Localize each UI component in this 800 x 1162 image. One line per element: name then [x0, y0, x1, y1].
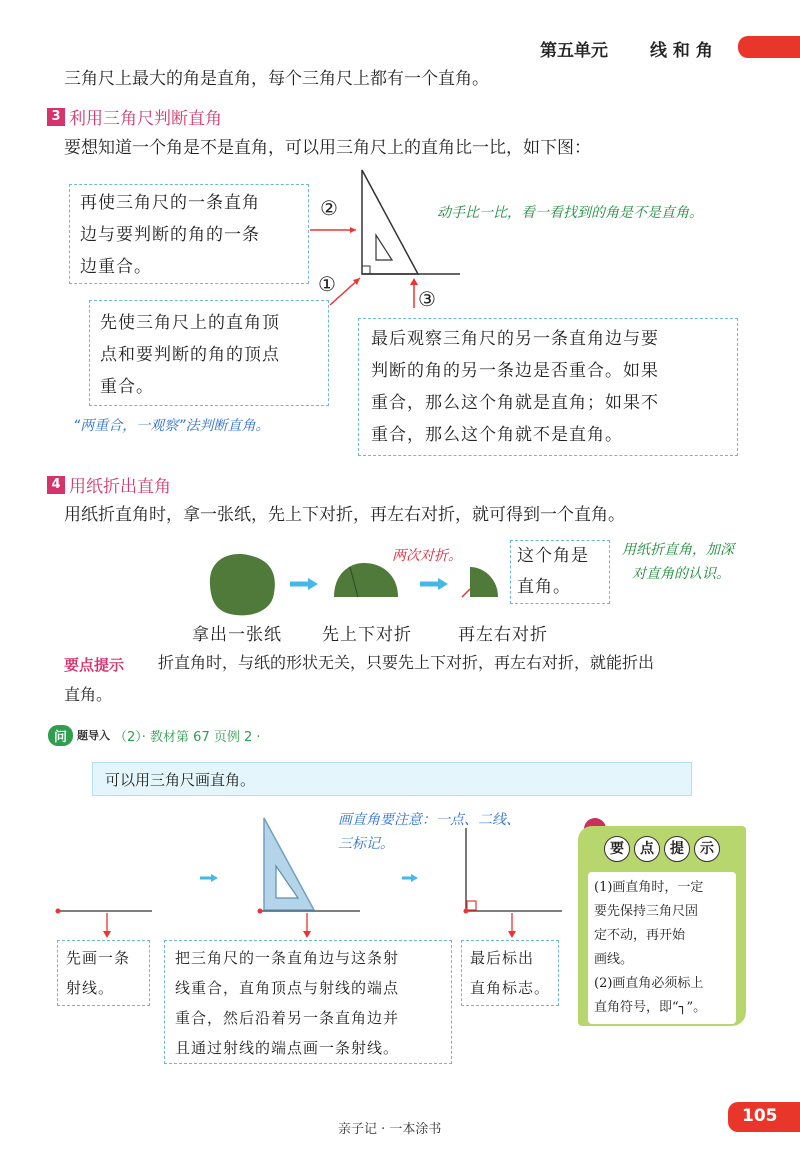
draw-step2-box — [164, 940, 452, 1064]
step1-line: 重合。 — [100, 377, 154, 397]
tips-card — [578, 826, 746, 1026]
tips-card-body — [588, 872, 736, 1024]
section3-number: 3 — [47, 108, 65, 126]
tip-label: 要点提示 — [64, 656, 125, 674]
step3-box — [358, 318, 738, 456]
section4-title: 用纸折出直角 — [69, 477, 171, 497]
step3-line: 最后观察三角尺的另一条直角边与要 — [371, 329, 659, 349]
section3-heading — [47, 104, 222, 129]
draw-step2-line: 线重合，直角顶点与射线的端点 — [175, 979, 400, 997]
draw-step1-box — [57, 940, 150, 1006]
draw-banner: 可以用三角尺画直角。 — [92, 762, 692, 796]
step2-line: 边与要判断的角的一条 — [80, 225, 260, 245]
right-angle-box-line: 直角。 — [517, 577, 571, 597]
tips-title-char: 提 — [664, 836, 690, 862]
marker-1: ① — [318, 272, 336, 296]
hand-note-line: 画直角要注意：一点、二线、 — [338, 812, 520, 828]
step3-line: 重合，那么这个角就是直角；如果不 — [371, 393, 659, 413]
draw-step3-box — [461, 940, 559, 1006]
tips-line: (2)画直角必须标上 — [594, 976, 704, 991]
step3-line: 判断的角的另一条边是否重合。如果 — [371, 361, 659, 381]
caption-take-paper: 拿出一张纸 — [192, 625, 282, 645]
unit-label: 第五单元 — [540, 41, 608, 61]
hand-note-line: 对直角的认识。 — [632, 566, 730, 582]
draw-step2-line: 重合，然后沿着另一条直角边并 — [175, 1009, 400, 1027]
lead-in-row — [48, 724, 261, 746]
section4-number: 4 — [47, 476, 65, 494]
tips-line: 要先保持三角尺固 — [594, 904, 699, 919]
tips-line: 画线。 — [594, 952, 634, 967]
tips-line: 直角符号，即“┐”。 — [594, 1000, 707, 1015]
draw-step3-line: 直角标志。 — [470, 979, 551, 997]
step1-line: 点和要判断的角的顶点 — [100, 345, 280, 365]
footer-brand: 亲子记 · 一本涂书 — [338, 1122, 442, 1137]
marker-2: ② — [320, 196, 338, 220]
draw-step2-line: 把三角尺的一条直角边与这条射 — [175, 949, 400, 967]
lead-text: （2）· 教材第 67 页例 2 · — [114, 729, 261, 745]
right-angle-box — [510, 540, 610, 604]
hand-note-line: 三标记。 — [338, 836, 394, 852]
hand-note-deepen — [622, 538, 734, 586]
tips-title-char: 示 — [694, 836, 720, 862]
draw-step1-line: 射线。 — [66, 979, 115, 997]
intro-line: 三角尺上最大的角是直角，每个三角尺上都有一个直角。 — [64, 69, 489, 89]
step1-box — [89, 300, 329, 406]
draw-step2-line: 且通过射线的端点画一条射线。 — [175, 1039, 400, 1057]
tips-line: (1)画直角时，一定 — [594, 880, 704, 895]
lead-label: 题导入 — [77, 729, 111, 742]
section3-desc: 要想知道一个角是不是直角，可以用三角尺上的直角比一比，如下图： — [64, 138, 591, 158]
hand-note-compare: 动手比一比，看一看找到的角是不是直角。 — [437, 205, 703, 221]
paper-fold-diagram — [200, 545, 510, 620]
page-number: 105 — [728, 1102, 800, 1132]
tips-title-char: 点 — [634, 836, 660, 862]
header-brush-stroke — [738, 36, 800, 58]
right-angle-box-line: 这个角是 — [517, 546, 589, 566]
draw-step1-line: 先画一条 — [66, 949, 131, 967]
draw-steps-diagram — [50, 810, 570, 940]
tips-card-title — [588, 836, 736, 862]
step2-line: 边重合。 — [80, 257, 152, 277]
step3-line: 重合，那么这个角就不是直角。 — [371, 425, 623, 445]
section4-desc: 用纸折直角时，拿一张纸，先上下对折，再左右对折，就可得到一个直角。 — [64, 505, 625, 525]
unit-title: 线 和 角 — [650, 41, 713, 61]
caption-fold-horizontal: 再左右对折 — [458, 625, 548, 645]
step2-line: 再使三角尺的一条直角 — [80, 193, 260, 213]
caption-fold-vertical: 先上下对折 — [322, 625, 412, 645]
section4-heading — [47, 472, 171, 497]
triangle-ruler-diagram — [300, 160, 480, 310]
tip-line-1: 折直角时，与纸的形状无关，只要先上下对折，再左右对折，就能折出 — [158, 653, 655, 672]
hand-note-fold: 两次对折。 — [392, 548, 462, 564]
step2-box — [69, 184, 309, 284]
question-icon: 问 — [48, 725, 73, 746]
marker-3: ③ — [418, 287, 436, 311]
tips-title-char: 要 — [604, 836, 630, 862]
header-bar — [520, 30, 800, 66]
tip-line-2: 直角。 — [64, 685, 113, 704]
step1-line: 先使三角尺上的直角顶 — [100, 313, 280, 333]
tips-line: 定不动，再开始 — [594, 928, 686, 943]
hand-note-method: “两重合，一观察”法判断直角。 — [73, 418, 270, 434]
draw-step3-line: 最后标出 — [470, 949, 535, 967]
section3-title: 利用三角尺判断直角 — [69, 109, 222, 129]
hand-note-line: 用纸折直角，加深 — [622, 542, 734, 558]
